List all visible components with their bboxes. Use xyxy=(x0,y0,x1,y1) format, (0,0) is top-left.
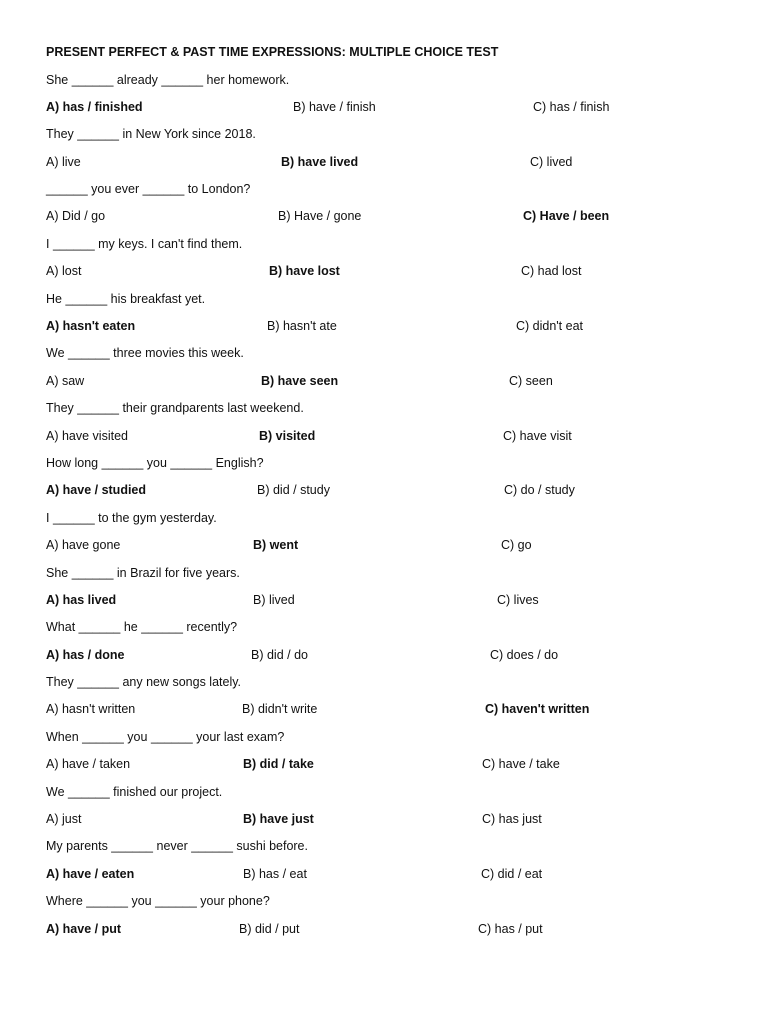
option-b: B) have / finish xyxy=(293,99,376,114)
option-b: B) went xyxy=(253,538,299,553)
question-text: We ______ three movies this week. xyxy=(46,346,244,361)
option-a: A) just xyxy=(46,812,82,827)
question-text: How long ______ you ______ English? xyxy=(46,455,264,470)
option-b: B) did / study xyxy=(257,483,330,498)
question-text: What ______ he ______ recently? xyxy=(46,620,238,635)
option-b: B) did / take xyxy=(243,757,314,772)
option-c: C) lives xyxy=(497,592,539,607)
option-c: C) does / do xyxy=(490,647,559,662)
options-row xyxy=(46,97,726,124)
options-row xyxy=(46,645,726,672)
option-c: C) seen xyxy=(509,373,553,388)
option-b: B) didn't write xyxy=(242,702,318,717)
question-text: He ______ his breakfast yet. xyxy=(46,291,206,306)
question-text: I ______ to the gym yesterday. xyxy=(46,510,217,525)
option-c: C) haven't written xyxy=(485,702,590,717)
option-b: B) has / eat xyxy=(243,866,307,881)
options-row xyxy=(46,919,726,946)
question-text: She ______ in Brazil for five years. xyxy=(46,565,240,580)
option-c: C) have / take xyxy=(482,757,560,772)
option-a: A) have / eaten xyxy=(46,866,135,881)
option-a: A) hasn't eaten xyxy=(46,319,136,334)
question-text: I ______ my keys. I can't find them. xyxy=(46,236,243,251)
option-b: B) did / put xyxy=(239,921,300,936)
option-c: C) didn't eat xyxy=(516,319,584,334)
option-c: C) had lost xyxy=(521,264,582,279)
option-c: C) do / study xyxy=(504,483,575,498)
option-a: A) has lived xyxy=(46,592,117,607)
question-text: They ______ their grandparents last weekend. xyxy=(46,401,304,416)
options-row xyxy=(46,206,726,233)
options-row xyxy=(46,480,726,507)
question-text: My parents ______ never ______ sushi before. xyxy=(46,839,308,854)
options-row xyxy=(46,754,726,781)
options-row xyxy=(46,316,726,343)
option-a: A) have / taken xyxy=(46,757,131,772)
option-a: A) have visited xyxy=(46,428,128,443)
options-row xyxy=(46,261,726,288)
options-row xyxy=(46,590,726,617)
question-text: We ______ finished our project. xyxy=(46,784,223,799)
option-a: A) have / put xyxy=(46,921,122,936)
option-b: B) have seen xyxy=(261,373,339,388)
option-a: A) have / studied xyxy=(46,483,147,498)
option-c: C) have visit xyxy=(503,428,572,443)
test-document xyxy=(46,42,726,946)
option-b: B) did / do xyxy=(251,647,308,662)
question-text: Where ______ you ______ your phone? xyxy=(46,894,270,909)
question-text: They ______ any new songs lately. xyxy=(46,675,242,690)
option-c: C) Have / been xyxy=(523,209,610,224)
option-b: B) have just xyxy=(243,812,314,827)
option-c: C) did / eat xyxy=(481,866,543,881)
option-a: A) Did / go xyxy=(46,209,106,224)
option-a: A) lost xyxy=(46,264,82,279)
options-row xyxy=(46,864,726,891)
option-a: A) saw xyxy=(46,373,85,388)
option-b: B) have lost xyxy=(269,264,340,279)
question-text: They ______ in New York since 2018. xyxy=(46,127,256,142)
options-row xyxy=(46,371,726,398)
option-c: C) go xyxy=(501,538,532,553)
option-b: B) hasn't ate xyxy=(267,319,337,334)
question-text: She ______ already ______ her homework. xyxy=(46,72,290,87)
option-c: C) has / finish xyxy=(533,99,610,114)
option-b: B) have lived xyxy=(281,154,359,169)
options-row xyxy=(46,152,726,179)
option-c: C) has just xyxy=(482,812,542,827)
question-text: When ______ you ______ your last exam? xyxy=(46,729,285,744)
question-text: ______ you ever ______ to London? xyxy=(46,182,251,197)
option-a: A) has / finished xyxy=(46,99,143,114)
option-c: C) has / put xyxy=(478,921,543,936)
option-a: A) hasn't written xyxy=(46,702,136,717)
option-a: A) have gone xyxy=(46,538,121,553)
option-a: A) has / done xyxy=(46,647,125,662)
options-row xyxy=(46,699,726,726)
option-b: B) visited xyxy=(259,428,316,443)
option-a: A) live xyxy=(46,154,81,169)
option-c: C) lived xyxy=(530,154,573,169)
options-row xyxy=(46,809,726,836)
document-title: PRESENT PERFECT & PAST TIME EXPRESSIONS: MULTIPLE CHOICE TEST xyxy=(46,45,499,59)
question-list xyxy=(46,70,726,947)
option-b: B) lived xyxy=(253,592,295,607)
options-row xyxy=(46,535,726,562)
options-row xyxy=(46,426,726,453)
option-b: B) Have / gone xyxy=(278,209,362,224)
